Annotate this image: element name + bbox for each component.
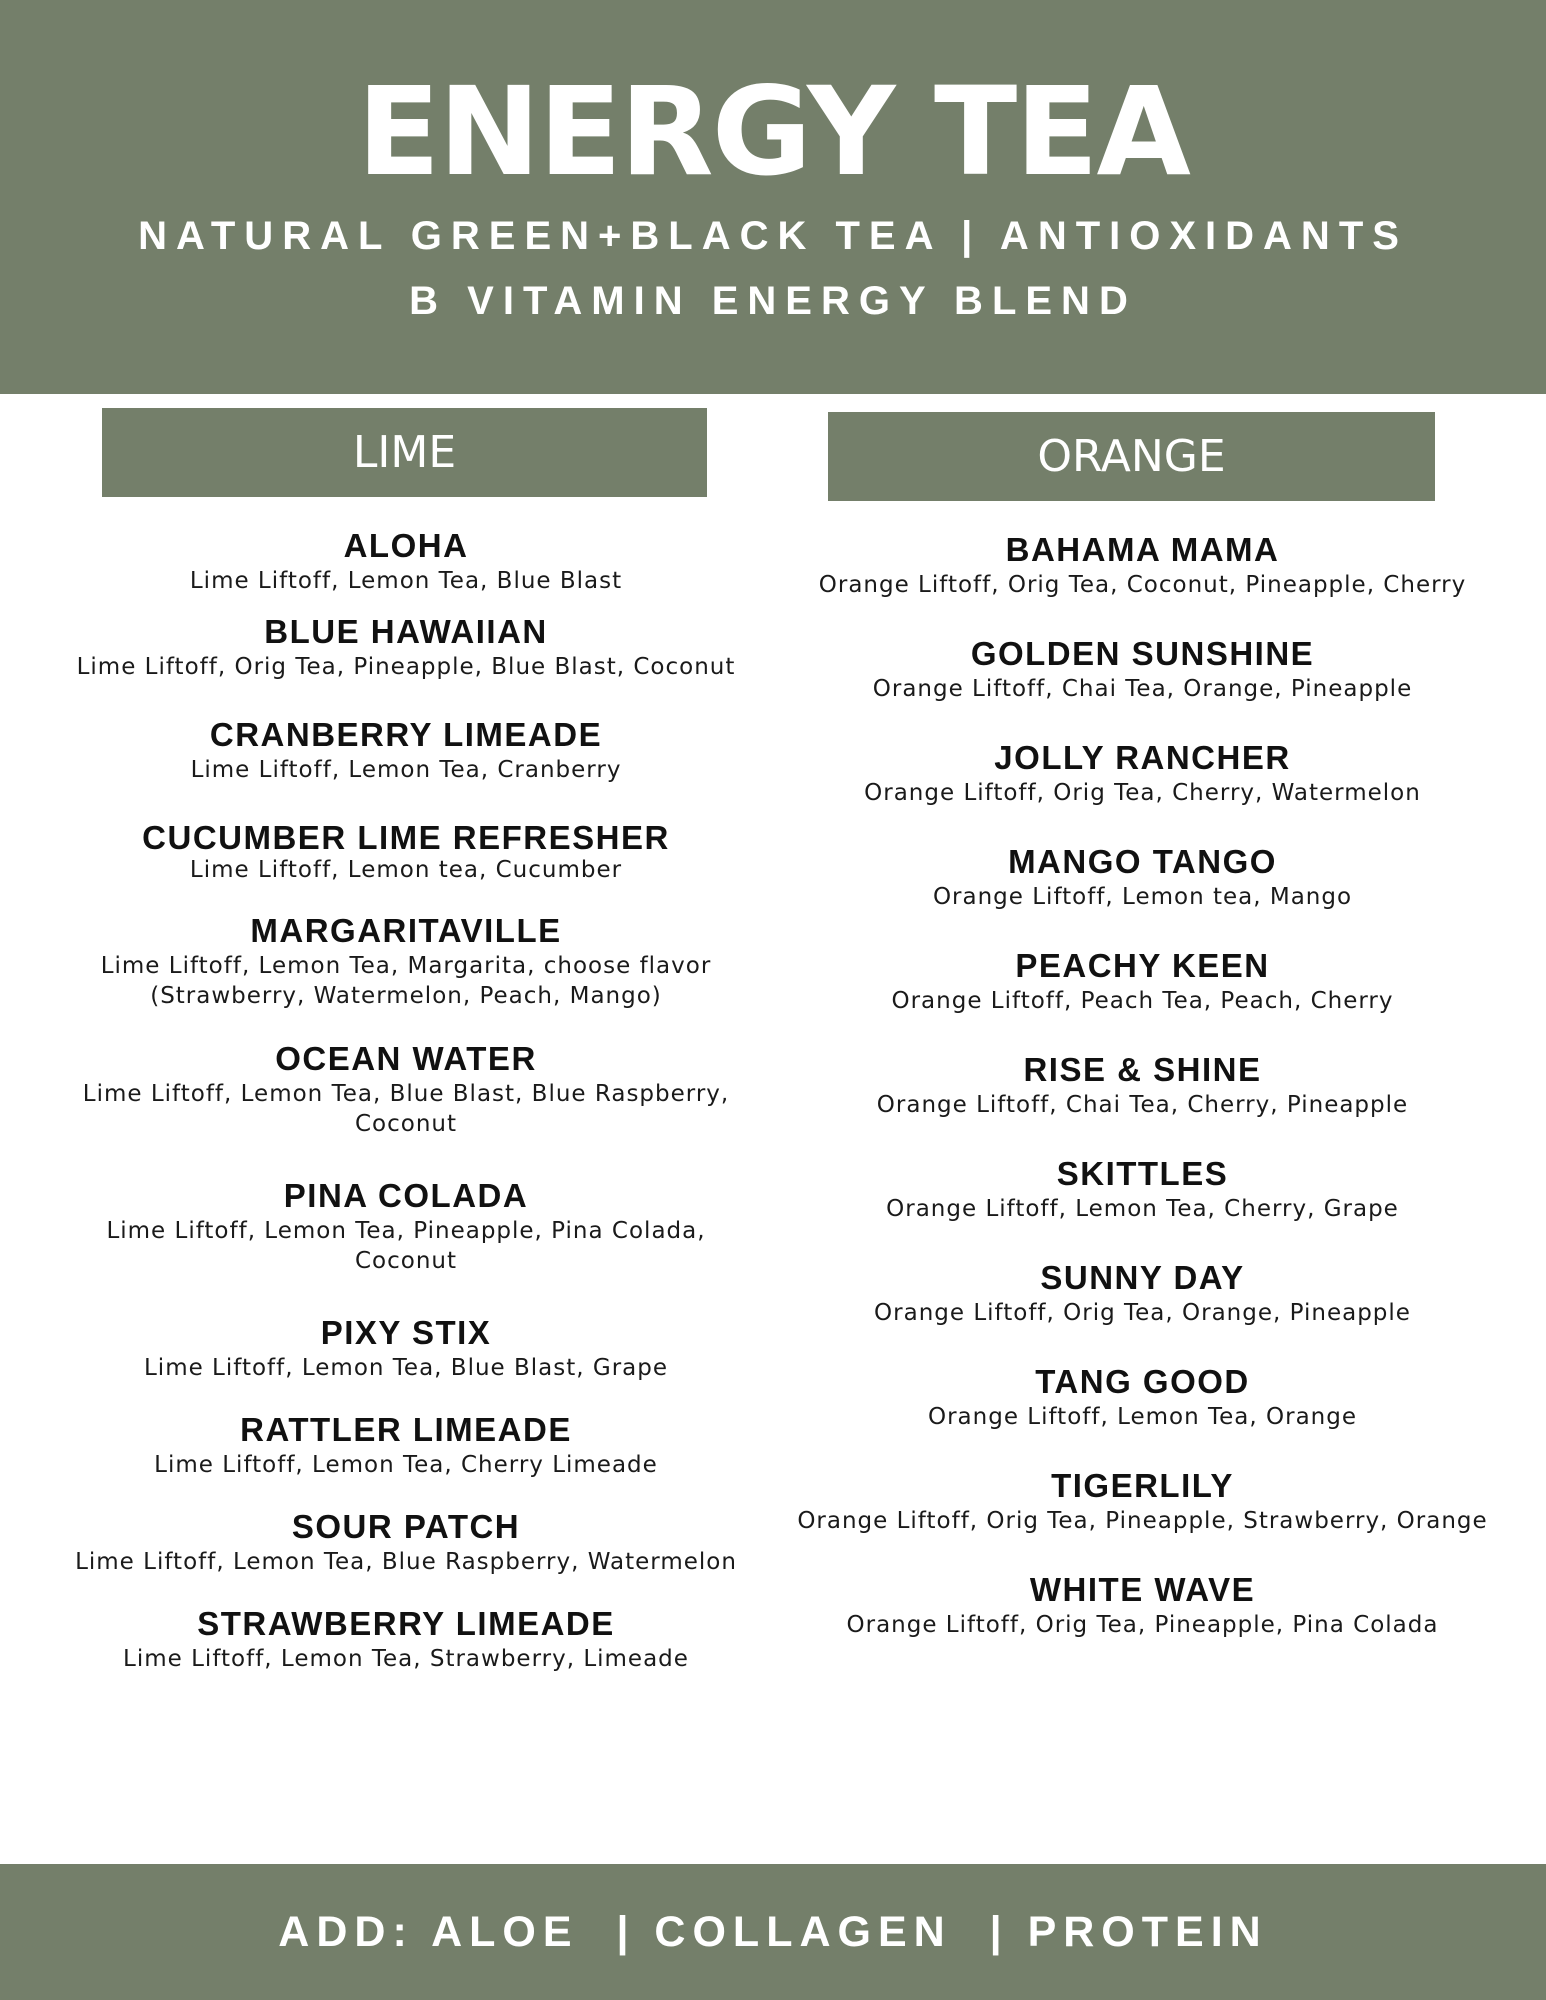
drink-ingredients-line-2: (Strawberry, Watermelon, Peach, Mango) [150, 983, 662, 1009]
drink-name: ALOHA [343, 527, 469, 564]
orange-menu-item [790, 738, 1495, 808]
drink-ingredients: Orange Liftoff, Orig Tea, Cherry, Watermelon [864, 780, 1421, 806]
drink-name: SOUR PATCH [291, 1508, 521, 1545]
drink-ingredients: Lime Liftoff, Lemon Tea, Cherry Limeade [154, 1452, 658, 1478]
orange-menu-item [790, 946, 1495, 1016]
drink-ingredients: Lime Liftoff, Lemon Tea, Pineapple, Pina Colada, [106, 1218, 706, 1244]
orange-menu-item [790, 1258, 1495, 1328]
drink-name: PEACHY KEEN [1015, 947, 1270, 984]
subtitle-line-2: B VITAMIN ENERGY BLEND [409, 279, 1137, 323]
drink-ingredients: Orange Liftoff, Chai Tea, Cherry, Pineapple [876, 1092, 1409, 1118]
lime-menu-item [60, 1410, 752, 1480]
drink-ingredients: Orange Liftoff, Orig Tea, Coconut, Pineapple, Cherry [818, 572, 1467, 598]
orange-heading-label: ORANGE [1037, 431, 1226, 482]
lime-heading-label: LIME [352, 427, 457, 478]
drink-ingredients: Lime Liftoff, Lemon Tea, Blue Raspberry, Watermelon [75, 1549, 737, 1575]
drink-ingredients: Orange Liftoff, Chai Tea, Orange, Pineapple [872, 676, 1413, 702]
lime-menu-item [60, 612, 752, 682]
drink-ingredients: Lime Liftoff, Lemon Tea, Strawberry, Limeade [123, 1646, 689, 1672]
drink-name: BAHAMA MAMA [1005, 531, 1280, 568]
drink-ingredients: Lime Liftoff, Lemon Tea, Cranberry [190, 757, 622, 783]
drink-ingredients: Orange Liftoff, Lemon Tea, Orange [927, 1404, 1357, 1430]
orange-column-heading [828, 412, 1435, 501]
orange-menu-item [790, 842, 1495, 912]
orange-menu-item [790, 1570, 1495, 1640]
drink-name: RISE & SHINE [1023, 1051, 1262, 1088]
drink-ingredients: Orange Liftoff, Lemon tea, Mango [932, 884, 1353, 910]
lime-menu-item [60, 715, 752, 785]
lime-menu-item [60, 1507, 752, 1577]
drink-name: MANGO TANGO [1008, 843, 1277, 880]
drink-name: OCEAN WATER [275, 1040, 537, 1077]
orange-menu-item [790, 1466, 1495, 1536]
drink-ingredients: Lime Liftoff, Lemon Tea, Blue Blast [189, 568, 623, 594]
orange-menu-item [790, 530, 1495, 600]
lime-menu-item [60, 1039, 752, 1139]
drink-name: CRANBERRY LIMEADE [209, 716, 603, 753]
drink-ingredients: Lime Liftoff, Orig Tea, Pineapple, Blue Blast, Coconut [76, 654, 736, 680]
drink-ingredients: Orange Liftoff, Peach Tea, Peach, Cherry [891, 988, 1394, 1014]
drink-ingredients-line-2: Coconut [354, 1111, 458, 1137]
drink-name: STRAWBERRY LIMEADE [197, 1605, 615, 1642]
drink-name: BLUE HAWAIIAN [264, 613, 548, 650]
drink-ingredients: Lime Liftoff, Lemon Tea, Blue Blast, Blue Raspberry, [82, 1081, 730, 1107]
drink-name: WHITE WAVE [1029, 1571, 1256, 1608]
drink-ingredients: Orange Liftoff, Orig Tea, Pineapple, Pina Colada [846, 1612, 1439, 1638]
lime-menu-item [60, 820, 752, 884]
drink-name: JOLLY RANCHER [994, 739, 1291, 776]
add-ons-text: ADD: ALOE | COLLAGEN | PROTEIN [278, 1907, 1268, 1956]
lime-column-heading [102, 408, 707, 497]
orange-menu-item [790, 1362, 1495, 1432]
drink-ingredients: Lime Liftoff, Lemon tea, Cucumber [189, 857, 623, 883]
drink-name: RATTLER LIMEADE [240, 1411, 572, 1448]
drink-ingredients-line-2: Coconut [354, 1248, 458, 1274]
orange-menu-item [790, 634, 1495, 704]
drink-name: PIXY STIX [320, 1314, 492, 1351]
drink-name: CUCUMBER LIME REFRESHER [142, 819, 670, 856]
drink-ingredients: Orange Liftoff, Orig Tea, Pineapple, Strawberry, Orange [797, 1508, 1488, 1534]
subtitle-line-1: NATURAL GREEN+BLACK TEA | ANTIOXIDANTS [138, 214, 1408, 258]
drink-ingredients: Orange Liftoff, Orig Tea, Orange, Pineapple [874, 1300, 1411, 1326]
header-band [0, 0, 1546, 394]
drink-name: SUNNY DAY [1040, 1259, 1245, 1296]
page-title: ENERGY TEA [357, 61, 1189, 203]
drink-ingredients: Lime Liftoff, Lemon Tea, Blue Blast, Grape [143, 1355, 669, 1381]
drink-name: SKITTLES [1056, 1155, 1229, 1192]
lime-menu-item [60, 1604, 752, 1674]
lime-menu-item [60, 1176, 752, 1276]
footer-band [0, 1864, 1546, 2000]
drink-ingredients: Orange Liftoff, Lemon Tea, Cherry, Grape [886, 1196, 1399, 1222]
drink-name: TANG GOOD [1035, 1363, 1250, 1400]
orange-menu-item [790, 1050, 1495, 1120]
drink-name: MARGARITAVILLE [250, 912, 562, 949]
drink-name: TIGERLILY [1051, 1467, 1234, 1504]
drink-name: GOLDEN SUNSHINE [970, 635, 1315, 672]
orange-menu-item [790, 1154, 1495, 1224]
drink-name: PINA COLADA [283, 1177, 529, 1214]
lime-menu-item [60, 911, 752, 1011]
drink-ingredients: Lime Liftoff, Lemon Tea, Margarita, choose flavor [100, 953, 712, 979]
lime-menu-item [60, 1313, 752, 1383]
lime-menu-item [60, 526, 752, 596]
